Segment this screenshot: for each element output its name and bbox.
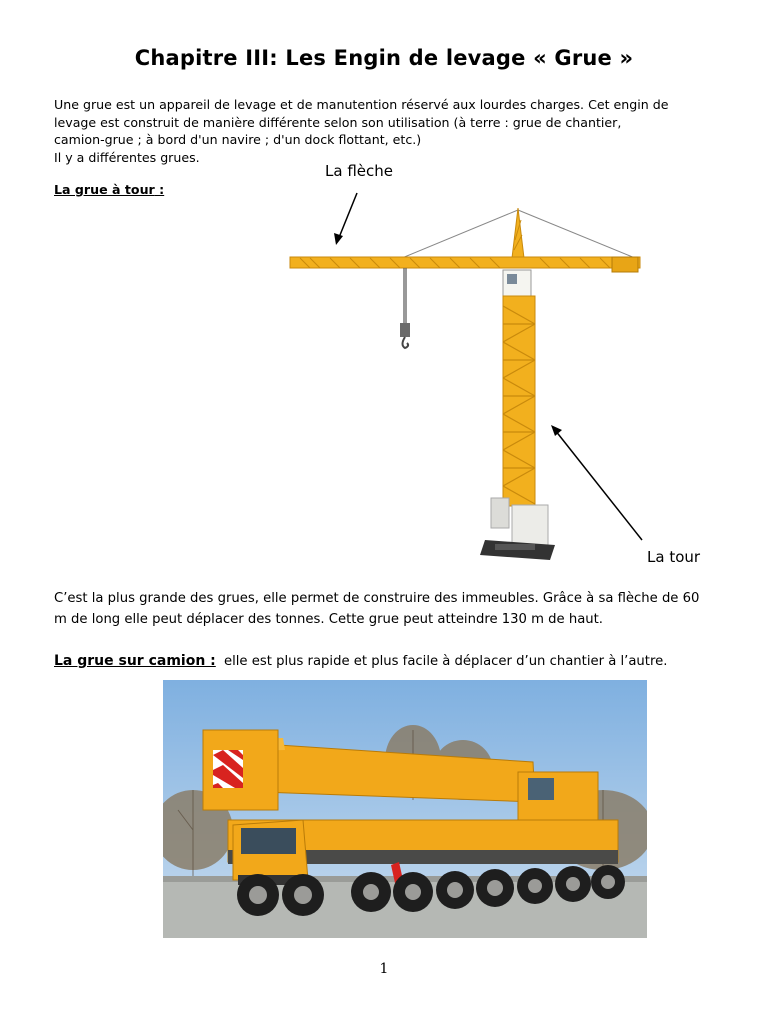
tower-arrow bbox=[555, 430, 642, 540]
truck-crane-description: elle est plus rapide et plus facile à déplacer d’un chantier à l’autre. bbox=[223, 654, 668, 669]
document-title: Chapitre III: Les Engin de levage « Grue » bbox=[134, 46, 634, 70]
intro-line: camion-grue ; à bord d'un navire ; d'un dock flottant, etc.) bbox=[54, 132, 422, 147]
intro-line: Une grue est un appareil de levage et de manutention réservé aux lourdes charges. Cet engin de bbox=[54, 97, 669, 112]
jib-callout-label: La flèche bbox=[325, 162, 393, 180]
description-line: C’est la plus grande des grues, elle permet de construire des immeubles. Grâce à sa flèche de 60 bbox=[54, 591, 700, 606]
intro-line: Il y a différentes grues. bbox=[54, 149, 200, 165]
truck-crane-heading: La grue sur camion : bbox=[54, 653, 216, 669]
crane-body bbox=[290, 208, 640, 560]
tower-crane-description bbox=[54, 588, 766, 630]
description-line: m de long elle peut déplacer des tonnes. Cette grue peut atteindre 130 m de haut. bbox=[54, 612, 604, 627]
tower-crane-heading: La grue à tour : bbox=[54, 182, 165, 197]
truck-crane-paragraph bbox=[54, 653, 754, 671]
tower-arrow-head bbox=[551, 425, 562, 436]
truck-crane-photo bbox=[163, 680, 647, 938]
intro-line: levage est construit de manière différente selon son utilisation (à terre : grue de chantier, bbox=[54, 114, 622, 130]
jib-arrow bbox=[338, 193, 357, 240]
jib-arrow-head bbox=[334, 233, 343, 245]
page-number: 1 bbox=[379, 961, 389, 977]
tower-callout-label: La tour bbox=[647, 548, 701, 566]
